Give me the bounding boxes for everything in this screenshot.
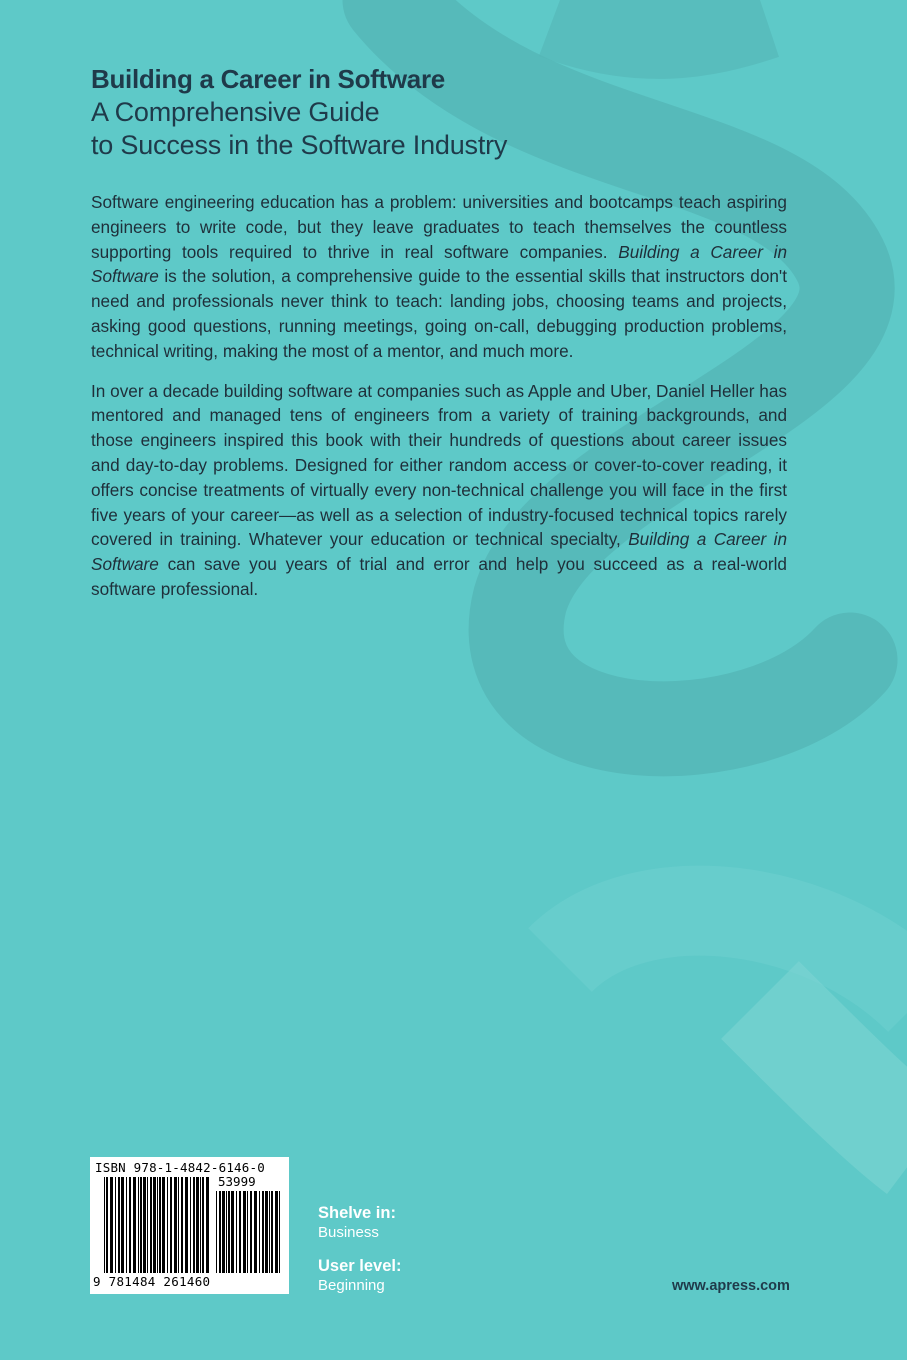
- barcode-bar: [265, 1191, 268, 1273]
- barcode-bar: [147, 1177, 148, 1273]
- barcode-bar: [202, 1177, 204, 1273]
- barcode-bar: [138, 1177, 139, 1273]
- barcode-bar: [259, 1191, 260, 1273]
- barcode-bar: [178, 1177, 179, 1273]
- barcode-bar: [126, 1177, 127, 1273]
- barcode-bar: [185, 1177, 188, 1273]
- barcode-bars: [104, 1177, 212, 1273]
- barcode-bar: [196, 1177, 199, 1273]
- barcode-digits: 9 781484 261460: [93, 1274, 211, 1289]
- barcode-bar: [206, 1177, 209, 1273]
- barcode-bar: [236, 1191, 237, 1273]
- publisher-website[interactable]: www.apress.com: [672, 1278, 790, 1294]
- book-title: Building a Career in Software: [91, 64, 445, 94]
- barcode-bar: [121, 1177, 124, 1273]
- shelve-in-block: [318, 1203, 396, 1243]
- barcode-bar: [118, 1177, 120, 1273]
- barcode-bar: [193, 1177, 195, 1273]
- barcode-bar: [200, 1177, 201, 1273]
- barcode-bar: [153, 1177, 156, 1273]
- barcode-bar: [279, 1191, 280, 1273]
- barcode-bar: [216, 1191, 217, 1273]
- barcode-bar: [231, 1191, 234, 1273]
- addon-barcode-bars: [216, 1191, 282, 1273]
- barcode-bar: [157, 1177, 158, 1273]
- description-paragraph-1: [91, 190, 787, 364]
- barcode-bar: [150, 1177, 152, 1273]
- barcode-bar: [167, 1177, 168, 1273]
- barcode-bar: [129, 1177, 131, 1273]
- barcode-bar: [239, 1191, 241, 1273]
- paragraph-2-text-a: In over a decade building software at companies such as Apple and Uber, Daniel Heller has mentored and managed tens of engineers from a variety of training backgrounds, and those engineers inspired this book with their hundreds of questions about career issues and day-to-day problems. Designed for either random access or cover-to-cover reading, it offers concise treatments of virtually every non-technical challenge you will face in the first five years of your career—as well as a selection of industry-focused technical topics rarely covered in training. Whatever your education or technical specialty,: [91, 380, 787, 550]
- barcode-bar: [106, 1177, 108, 1273]
- barcode-bar: [181, 1177, 183, 1273]
- paragraph-2-book-title: Building a Career in Software: [91, 529, 787, 575]
- description-paragraph-2: [91, 379, 787, 602]
- barcode-bar: [162, 1177, 165, 1273]
- isbn-barcode: [90, 1157, 289, 1294]
- barcode-bar: [228, 1191, 230, 1273]
- barcode-bar: [104, 1177, 105, 1273]
- title-block: [91, 62, 507, 162]
- barcode-bar: [190, 1177, 191, 1273]
- barcode-bar: [275, 1191, 278, 1273]
- user-level-value: Beginning: [318, 1277, 385, 1294]
- barcode-bar: [243, 1191, 246, 1273]
- shelve-in-label: Shelve in:: [318, 1204, 396, 1222]
- description: [91, 190, 787, 617]
- barcode-bar: [226, 1191, 227, 1273]
- paragraph-1-text-a: Software engineering education has a problem: universities and bootcamps teach aspiring engineers to write code, but they leave graduates to teach themselves the countless supporting tools required to thrive in real software companies.: [91, 192, 787, 262]
- barcode-bar: [250, 1191, 252, 1273]
- barcode-bar: [269, 1191, 270, 1273]
- book-subtitle-line-1: A Comprehensive Guide: [91, 97, 380, 127]
- barcode-bar: [110, 1177, 113, 1273]
- price-code: 53999: [218, 1174, 256, 1189]
- barcode-bar: [133, 1177, 136, 1273]
- barcode-bar: [254, 1191, 257, 1273]
- barcode-bar: [170, 1177, 172, 1273]
- barcode-bar: [219, 1191, 221, 1273]
- user-level-label: User level:: [318, 1257, 402, 1275]
- barcode-bar: [222, 1191, 225, 1273]
- barcode-bar: [140, 1177, 142, 1273]
- paragraph-1-text-b: is the solution, a comprehensive guide to the essential skills that instructors don't need and professionals never think to teach: landing jobs, choosing teams and projects, asking good questions, running meetings, going on-call, debugging production problems, technical writing, making the most of a mentor, and much more.: [91, 266, 787, 361]
- isbn-number: ISBN 978-1-4842-6146-0: [95, 1160, 265, 1175]
- barcode-bar: [143, 1177, 146, 1273]
- barcode-bar: [115, 1177, 116, 1273]
- barcode-bar: [271, 1191, 273, 1273]
- barcode-bar: [159, 1177, 161, 1273]
- paragraph-2-text-b: can save you years of trial and error and help you succeed as a real-world software professional.: [91, 554, 787, 599]
- barcode-bar: [247, 1191, 248, 1273]
- barcode-bar: [262, 1191, 264, 1273]
- shelve-in-value: Business: [318, 1224, 379, 1241]
- paragraph-1-book-title: Building a Career in Software: [91, 241, 787, 287]
- barcode-bar: [174, 1177, 177, 1273]
- user-level-block: [318, 1256, 401, 1296]
- book-subtitle-line-2: to Success in the Software Industry: [91, 130, 508, 160]
